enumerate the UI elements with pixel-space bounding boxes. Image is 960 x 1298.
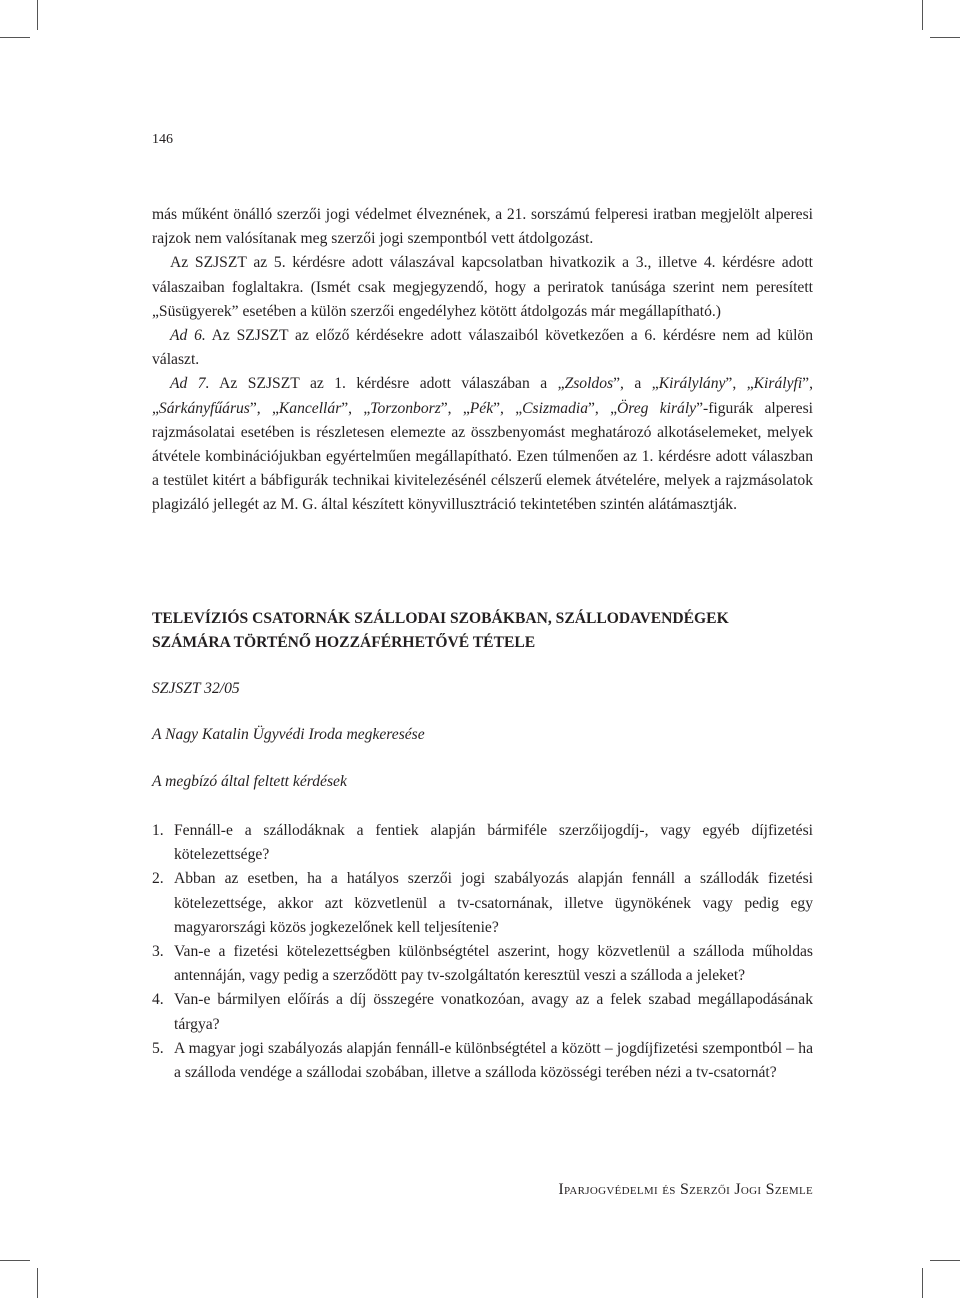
crop-mark-top-left-vertical	[37, 0, 38, 30]
crop-mark-bottom-right-vertical	[922, 1268, 923, 1298]
ad7-text: ”, „	[725, 375, 754, 393]
figure-name: Pék	[469, 399, 494, 417]
paragraph-ad6	[152, 324, 813, 372]
ad7-text: ”, a „	[613, 375, 659, 393]
paragraph-2: Az SZJSZT az 5. kérdésre adott válaszával kapcsolatban hivatkozik a 3., illetve 4. kérdésre adott válaszaiban foglaltakra. (Ismét csak megjegyzendő, hogy a periratok tanúsága szerint nem peresített „Süsügyerek” esetében a külön szerzői engedélyhez kötött átdolgozás már megállapítható.)	[152, 254, 813, 320]
journal-footer: Iparjogvédelmi és Szerzői Jogi Szemle	[558, 1181, 813, 1198]
ad7-text: ”, „	[341, 399, 371, 417]
figure-name: Öreg király	[617, 399, 697, 417]
question-number: 3.	[152, 943, 164, 961]
question-text: Van-e a fizetési kötelezettségben különbségtétel aszerint, hogy közvetlenül a szálloda műholdas antennáján, vagy pedig a szerződött pay tv-szolgáltatón keresztül veszi a szálloda a jeleket?	[174, 943, 813, 985]
question-number: 1.	[152, 822, 164, 839]
ad7-text: Az SZJSZT az 1. kérdésre adott válaszában a „	[209, 375, 565, 393]
ad7-text: ”, „	[440, 399, 470, 417]
question-list	[152, 819, 813, 1085]
crop-mark-top-right-vertical	[922, 0, 923, 30]
figure-name: Zsoldos	[564, 375, 614, 393]
figure-name: Kancellár	[278, 399, 342, 417]
question-number: 4.	[152, 991, 164, 1009]
question-item	[152, 867, 813, 940]
paragraph-1: más műként önálló szerzői jogi védelmet élveznének, a 21. sorszámú felperesi iratban megjelölt alperesi rajzok nem valósítanak meg szerzői jogi szempontból vett átdolgozást.	[152, 206, 813, 248]
question-text: Van-e bármilyen előírás a díj összegére vonatkozóan, avagy az a felek szabad megállapodásának tárgya?	[174, 991, 813, 1033]
section-heading-line-2: SZÁMÁRA TÖRTÉNŐ HOZZÁFÉRHETŐVÉ TÉTELE	[152, 634, 536, 651]
question-text: Fennáll-e a szállodáknak a fentiek alapján bármiféle szerzőijogdíj-, vagy egyéb díjfizetési kötelezettsége?	[174, 822, 813, 864]
question-item	[152, 940, 813, 988]
figure-name: Királyfi	[753, 375, 803, 393]
crop-mark-bottom-left-vertical	[37, 1268, 38, 1298]
question-item	[152, 819, 813, 867]
case-number: SZJSZT 32/05	[152, 680, 240, 697]
figure-name: Királylány	[658, 375, 726, 393]
ad6-text: Az SZJSZT az előző kérdésekre adott válaszaiból következően a 6. kérdésre nem ad külön választ.	[152, 327, 813, 369]
crop-mark-bottom-right-horizontal	[930, 1260, 960, 1261]
question-item	[152, 988, 813, 1036]
question-number: 5.	[152, 1039, 164, 1057]
crop-mark-bottom-left-horizontal	[0, 1260, 30, 1261]
section-heading	[152, 607, 813, 655]
ad6-label: Ad 6.	[170, 327, 206, 345]
question-text: A magyar jogi szabályozás alapján fennáll-e különbségtétel a között – jogdíjfizetési szempontból – ha a szálloda vendége a szállodai szobában, illetve a szálloda közösségi terében nézi a tv-csatornát?	[174, 1039, 813, 1082]
ad7-text: ”, „	[249, 399, 279, 417]
page-number: 146	[152, 132, 173, 147]
figure-name: Sárkányfűárus	[158, 399, 250, 417]
body-text	[152, 203, 813, 518]
question-text: Abban az esetben, ha a hatályos szerzői jogi szabályozás alapján fennáll a szállodák fizetési kötelezettsége, akkor azt közvetlenül a tv-csatornának, illetve ügynökének vagy pedig egy magyarországi közös jogkezelőnek kell teljesítenie?	[174, 870, 813, 936]
ad7-label: Ad 7.	[170, 375, 210, 393]
crop-mark-top-left-horizontal	[0, 37, 30, 38]
ad7-text: ”, „	[493, 399, 523, 417]
paragraph-ad7	[152, 372, 813, 517]
question-number: 2.	[152, 870, 164, 888]
question-item	[152, 1037, 813, 1085]
questions-heading: A megbízó által feltett kérdések	[152, 773, 347, 790]
ad7-text: ”, „	[152, 375, 813, 417]
ad7-text: ”, „	[588, 399, 617, 417]
section-heading-line-1: TELEVÍZIÓS CSATORNÁK SZÁLLODAI SZOBÁKBAN, SZÁLLODAVENDÉGEK	[152, 610, 729, 627]
crop-mark-top-right-horizontal	[930, 37, 960, 38]
figure-name: Torzonborz	[370, 399, 441, 417]
figure-name: Csizmadia	[522, 399, 588, 417]
requester: A Nagy Katalin Ügyvédi Iroda megkeresése	[152, 726, 425, 743]
ad7-text: ”-figurák alperesi rajzmásolatai esetében is részletesen elemezte az összbenyomást meghatározó alkotáselemeket, melyek átvétele kombinációjukban egyértelműen megállapítható. Ezen túlmenően az 1. kérdésre adott válaszban a testület kitért a bábfigurák technikai kivitelezésénél célszerű elemek átvételére, melyek a rajzmásolatok plagizáló jellegét az M. G. által készített könyvillusztráció tekintetében szintén alátámasztják.	[152, 399, 813, 514]
